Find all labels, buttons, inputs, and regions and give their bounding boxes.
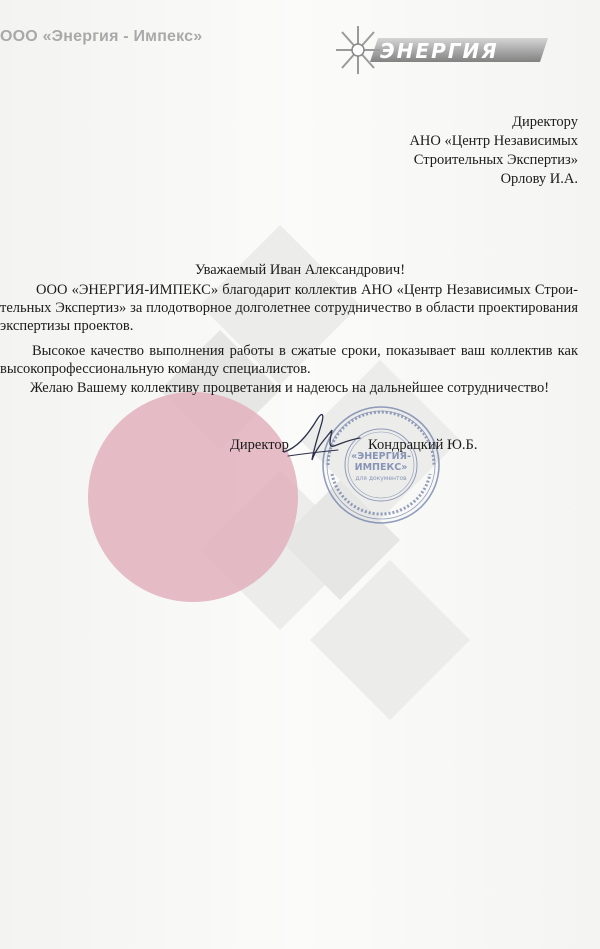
svg-text:ЭНЕРГИЯ: ЭНЕРГИЯ [380,39,499,63]
energia-logo [318,18,558,80]
letter-line: тельных Экспертиз» за плодотворное долголетнее сотрудничество в области проектирования [0,300,578,316]
handwritten-signature [282,408,362,470]
company-header: ООО «Энергия - Импекс» [0,28,203,45]
letter-line: экспертизы проектов. [0,318,134,334]
signer-title: Директор [230,437,289,453]
svg-text:для документов: для документов [355,475,407,482]
pink-seal [88,392,298,602]
svg-text:«ЭНЕРГИЯ-: «ЭНЕРГИЯ- [351,451,411,462]
addressee-block [278,113,578,189]
svg-text:ИМПЕКС»: ИМПЕКС» [354,462,408,473]
letter-line: Желаю Вашему коллективу процветания и надеюсь на дальнейшее сотрудничество! [30,380,550,396]
letter-line: ООО «ЭНЕРГИЯ-ИМПЕКС» благодарит коллектив АНО «Центр Независимых Строи- [36,282,578,298]
salutation: Уважаемый Иван Александрович! [194,262,406,278]
letter-line: высокопрофессиональную команду специалистов. [0,361,311,377]
letter-line: Высокое качество выполнения работы в сжатые сроки, показывает ваш коллектив как [32,343,578,359]
addressee-line: Директору [512,114,578,130]
addressee-line: Строительных Экспертиз» [413,152,578,168]
addressee-line: Орлову И.А. [500,171,578,187]
signer-name: Кондрацкий Ю.Б. [368,437,478,453]
addressee-line: АНО «Центр Независимых [409,133,578,149]
